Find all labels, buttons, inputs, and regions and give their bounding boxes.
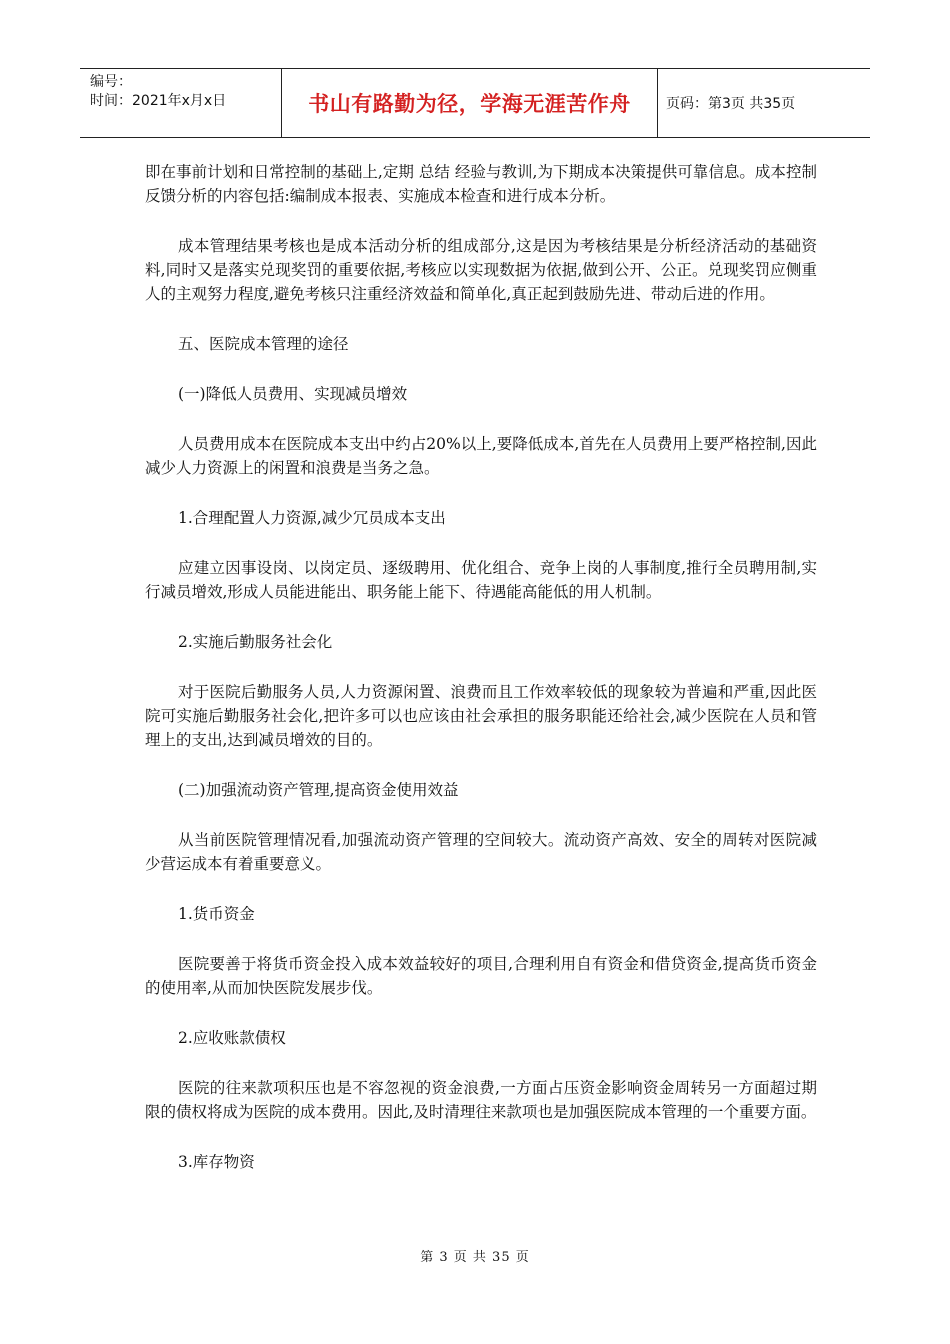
body-paragraph: 即在事前计划和日常控制的基础上,定期 总结 经验与教训,为下期成本决策提供可靠信息。成本控制反馈分析的内容包括:编制成本报表、实施成本检查和进行成本分析。	[145, 163, 817, 205]
body-paragraph: 人员费用成本在医院成本支出中约占20%以上,要降低成本,首先在人员费用上要严格控制,因此减少人力资源上的闲置和浪费是当务之急。	[145, 435, 817, 477]
header-page-info: 页码：第3页 共35页	[666, 96, 796, 112]
body-paragraph: 成本管理结果考核也是成本活动分析的组成部分,这是因为考核结果是分析经济活动的基础资料,同时又是落实兑现奖罚的重要依据,考核应以实现数据为依据,做到公开、公正。兑现奖罚应侧重人的主观努力程度,避免考核只注重经济效益和简单化,真正起到鼓励先进、带动后进的作用。	[145, 237, 817, 303]
subsection-heading: (一)降低人员费用、实现减员增效	[178, 385, 408, 403]
document-body	[145, 160, 817, 1174]
body-paragraph: 应建立因事设岗、以岗定员、逐级聘用、优化组合、竞争上岗的人事制度,推行全员聘用制,实行减员增效,形成人员能进能出、职务能上能下、待遇能高能低的用人机制。	[145, 559, 817, 601]
section-heading: 五、医院成本管理的途径	[178, 335, 349, 353]
document-date-label: 时间：2021年x月x日	[90, 93, 227, 109]
header-motto: 书山有路勤为径，学海无涯苦作舟	[282, 69, 658, 137]
item-heading: 2.实施后勤服务社会化	[178, 633, 333, 651]
body-paragraph: 对于医院后勤服务人员,人力资源闲置、浪费而且工作效率较低的现象较为普遍和严重,因此医院可实施后勤服务社会化,把许多可以也应该由社会承担的服务职能还给社会,减少医院在人员和管理上的支出,达到减员增效的目的。	[145, 683, 817, 749]
item-heading: 2.应收账款债权	[178, 1029, 286, 1047]
page-header	[80, 68, 870, 138]
item-heading: 1.合理配置人力资源,减少冗员成本支出	[178, 509, 446, 527]
subsection-heading: (二)加强流动资产管理,提高资金使用效益	[178, 781, 459, 799]
body-paragraph: 医院要善于将货币资金投入成本效益较好的项目,合理利用自有资金和借贷资金,提高货币资金的使用率,从而加快医院发展步伐。	[145, 955, 817, 997]
item-heading: 1.货币资金	[178, 905, 255, 923]
document-code-label: 编号：	[90, 74, 132, 90]
header-meta-cell	[80, 69, 282, 137]
page-footer: 第 3 页 共 35 页	[420, 1250, 530, 1265]
body-paragraph: 医院的往来款项积压也是不容忽视的资金浪费,一方面占压资金影响资金周转另一方面超过期限的债权将成为医院的成本费用。因此,及时清理往来款项也是加强医院成本管理的一个重要方面。	[145, 1079, 817, 1121]
item-heading: 3.库存物资	[178, 1153, 255, 1171]
body-paragraph: 从当前医院管理情况看,加强流动资产管理的空间较大。流动资产高效、安全的周转对医院减少营运成本有着重要意义。	[145, 831, 817, 873]
